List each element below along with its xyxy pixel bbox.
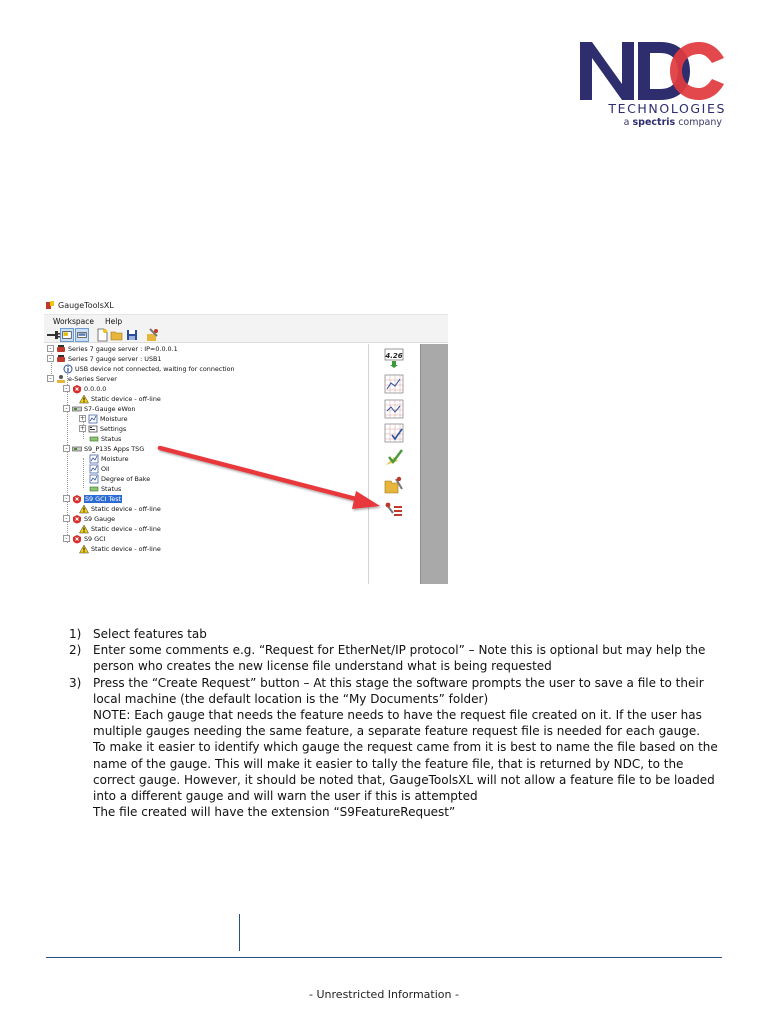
footer-divider xyxy=(46,957,722,958)
collapse-toggle-icon[interactable]: - xyxy=(63,405,70,412)
svg-text:4.26: 4.26 xyxy=(385,352,403,360)
error-shield-icon xyxy=(72,384,82,394)
edit-check-icon[interactable] xyxy=(384,447,404,467)
expand-toggle-icon[interactable]: + xyxy=(80,415,86,422)
chart-check-icon[interactable] xyxy=(384,423,404,443)
step-note: NOTE: Each gauge that needs the feature needs to have the request file created on it. If the user has multiple gauges needing the same feature, a separate feature request file is needed for each gauge. xyxy=(93,708,702,739)
chart-icon xyxy=(89,474,99,484)
step-text: Enter some comments e.g. “Request for EtherNet/IP protocol” – Note this is optional but may help the person who creates the new license file understand what is being requested xyxy=(93,643,706,674)
warning-icon xyxy=(79,394,89,404)
chart-grid-icon[interactable] xyxy=(384,374,404,394)
menu-workspace[interactable]: Workspace xyxy=(53,317,94,326)
collapse-toggle-icon[interactable]: - xyxy=(47,375,54,382)
chart-icon xyxy=(89,464,99,474)
step-number: 2) xyxy=(69,643,82,658)
warning-icon xyxy=(79,504,89,514)
save-icon[interactable] xyxy=(125,328,139,342)
toolbar xyxy=(44,327,448,343)
step-number: 1) xyxy=(69,627,82,641)
step-1 xyxy=(69,626,729,642)
device-view-icon[interactable] xyxy=(75,328,89,342)
status-icon xyxy=(89,434,99,444)
server-red-icon xyxy=(56,354,66,364)
collapse-toggle-icon[interactable]: - xyxy=(63,515,70,522)
collapse-toggle-icon[interactable]: - xyxy=(63,445,70,452)
settings-icon xyxy=(88,424,98,434)
step-text: Select features tab xyxy=(93,627,207,641)
step-number: 3) xyxy=(69,675,82,690)
step-text: To make it easier to identify which gauge the request came from it is best to name the file based on the name of the gauge. This will make it easier to tally the feature file, that is returned by NDC, to the correct gauge. However, it should be noted that, GaugeToolsXL will not allow a feature file to be loaded into a different gauge and will warn the user if this is attempted xyxy=(93,740,718,804)
menu-bar xyxy=(44,314,448,327)
create-request-icon[interactable] xyxy=(384,501,404,521)
ndc-logo-mark-icon xyxy=(578,40,726,102)
open-folder-icon[interactable] xyxy=(110,328,124,342)
footer-vertical-divider xyxy=(239,914,240,951)
feature-icon-panel xyxy=(368,344,420,584)
menu-help[interactable]: Help xyxy=(105,317,123,326)
step-2 xyxy=(69,642,729,674)
device-tree: - Series 7 gauge server : IP=0.0.0.1 - Series 7 gauge server : USB1 USB device not connected, waiting for connection - e-Series Server - 0.0.0.0 Static device - off-line - S7-Gauge eWon + Moisture + Settings Status - S9_P135 Apps TSG Moisture Oil Degree of Bake Status - S9 GCI Test Static device - off-line - S9 Gauge Static device - off-line - S9 GCI Static device - off-line xyxy=(44,344,368,584)
collapse-toggle-icon[interactable]: - xyxy=(63,535,70,542)
chart-icon xyxy=(88,414,98,424)
app-icon xyxy=(45,300,55,310)
info-icon xyxy=(63,364,73,374)
workspace-view-icon[interactable] xyxy=(60,328,74,342)
instruction-list xyxy=(69,626,729,820)
gaugetoolsxl-window xyxy=(44,298,448,584)
window-title: GaugeToolsXL xyxy=(58,301,114,310)
collapse-toggle-icon[interactable]: - xyxy=(47,345,54,352)
gauge-icon xyxy=(72,444,82,454)
chart-grid-icon[interactable] xyxy=(384,399,404,419)
status-icon xyxy=(89,484,99,494)
error-shield-icon xyxy=(72,494,82,504)
server-red-icon xyxy=(56,344,66,354)
collapse-toggle-icon[interactable]: - xyxy=(63,495,70,502)
panel-scroll-area xyxy=(420,344,448,584)
footer-classification: - Unrestricted Information - xyxy=(309,988,459,1001)
tools-icon[interactable] xyxy=(145,328,159,342)
collapse-toggle-icon[interactable]: - xyxy=(47,355,54,362)
step-3 xyxy=(69,675,729,821)
logo-technologies-text: TECHNOLOGIES xyxy=(608,101,726,116)
connect-icon[interactable] xyxy=(46,328,60,342)
error-shield-icon xyxy=(72,534,82,544)
chart-icon xyxy=(89,454,99,464)
gauge-icon xyxy=(72,404,82,414)
warning-icon xyxy=(79,544,89,554)
ndc-logo xyxy=(578,40,726,132)
window-titlebar xyxy=(44,298,448,314)
network-icon xyxy=(56,374,66,384)
new-file-icon[interactable] xyxy=(95,328,109,342)
error-shield-icon xyxy=(72,514,82,524)
step-text: Press the “Create Request” button – At this stage the software prompts the user to save a file to their local machine (the default location is the “My Documents” folder) xyxy=(93,675,704,706)
folder-tools-icon[interactable] xyxy=(384,475,404,495)
step-text: The file created will have the extension “S9FeatureRequest” xyxy=(93,805,456,820)
logo-spectris-text: a spectris company xyxy=(623,117,722,128)
version-icon[interactable] xyxy=(384,348,404,368)
expand-toggle-icon[interactable]: + xyxy=(80,425,86,432)
warning-icon xyxy=(79,524,89,534)
collapse-toggle-icon[interactable]: - xyxy=(63,385,70,392)
